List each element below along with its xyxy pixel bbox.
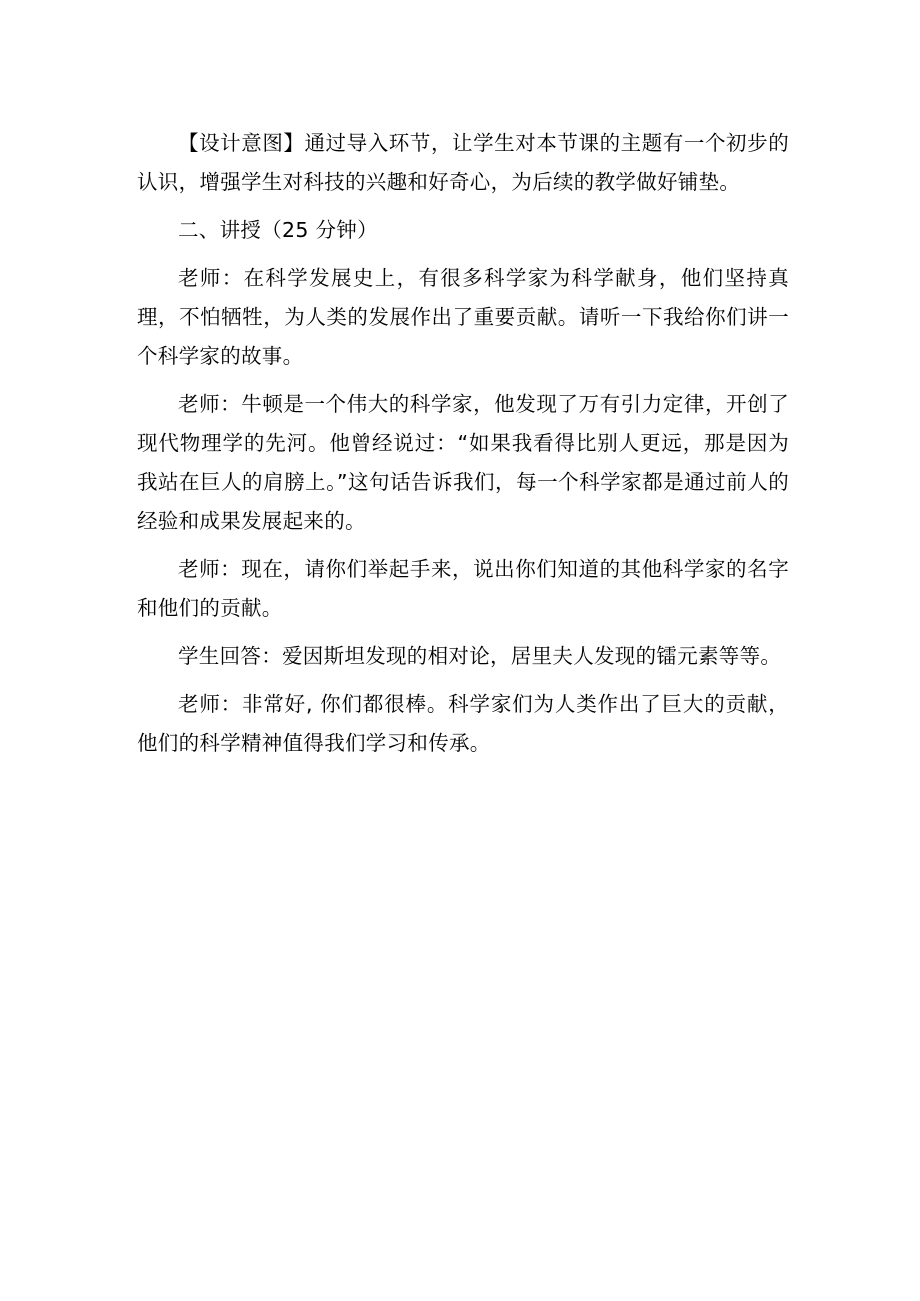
teacher-paragraph-intro: 老师：在科学发展史上，有很多科学家为科学献身，他们坚持真理，不怕牺牲，为人类的发展作出了重要贡献。请听一下我给你们讲一个科学家的故事。 [137,266,789,368]
teacher-paragraph-conclusion: 老师：非常好, 你们都很棒。科学家们为人类作出了巨大的贡献，他们的科学精神值得我们学习和传承。 [137,692,789,755]
design-intent-paragraph: 【设计意图】通过导入环节，让学生对本节课的主题有一个初步的认识，增强学生对科技的兴趣和好奇心，为后续的教学做好铺垫。 [137,131,789,194]
section-heading-lecture: 二、讲授（25 分钟） [178,218,378,242]
document-body [137,124,789,772]
teacher-paragraph-newton: 老师：牛顿是一个伟大的科学家，他发现了万有引力定律，开创了现代物理学的先河。他曾经说过：“如果我看得比别人更远，那是因为我站在巨人的肩膀上。”这句话告诉我们，每一个科学家都是通过前人的经验和成果发展起来的。 [137,392,789,533]
student-answer-paragraph: 学生回答：爱因斯坦发现的相对论，居里夫人发现的镭元素等等。 [178,644,782,668]
teacher-paragraph-question: 老师：现在，请你们举起手来，说出你们知道的其他科学家的名字和他们的贡献。 [137,557,789,620]
